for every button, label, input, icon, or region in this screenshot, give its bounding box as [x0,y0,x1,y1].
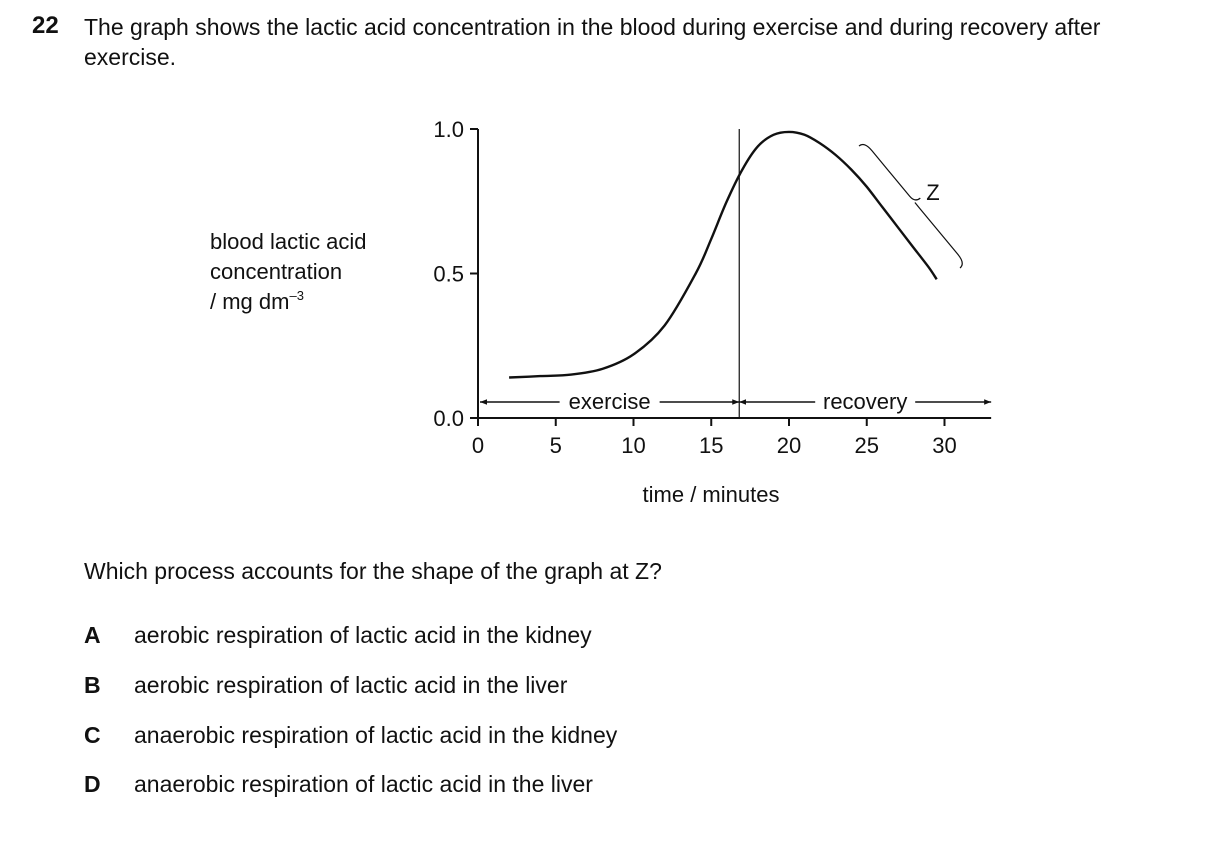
option-b[interactable] [84,670,567,700]
option-letter: C [84,722,101,748]
option-text: aerobic respiration of lactic acid in the liver [134,672,568,698]
option-letter: D [84,771,101,797]
x-axis-label: time / minutes [642,482,780,507]
question-stem: The graph shows the lactic acid concentration in the blood during exercise and during recovery after exercise. [84,14,1101,70]
phase-label-recovery: recovery [823,389,908,414]
data-series [509,132,940,378]
option-letter: B [84,672,101,698]
y-tick-label: 0.5 [433,261,464,287]
x-tick-label: 30 [932,433,957,458]
option-text: anaerobic respiration of lactic acid in the liver [134,771,593,797]
option-a[interactable] [84,620,592,650]
z-annotation [859,145,962,268]
y-tick-label: 0.0 [433,406,464,431]
option-text: anaerobic respiration of lactic acid in the kidney [134,722,618,748]
option-letter: A [84,622,101,648]
z-brace [859,145,962,268]
phase-label-exercise: exercise [568,389,651,414]
y-axis-label-line-1: blood lactic acid [210,229,367,254]
option-text: aerobic respiration of lactic acid in the kidney [134,622,592,648]
x-tick-label: 20 [776,433,802,458]
x-tick-label: 5 [549,433,562,458]
question-number: 22 [32,12,59,39]
x-tick-label: 10 [621,433,646,458]
y-axis-label-line-2: concentration [210,259,343,284]
y-axis-unit-exponent: –3 [289,288,304,303]
y-axis-unit-base: / mg dm [210,289,290,314]
option-d[interactable] [84,769,593,799]
x-tick-label: 25 [854,433,879,458]
z-label: Z [926,180,940,206]
x-tick-label: 0 [471,433,485,458]
lactic-acid-curve [509,132,940,378]
question-prompt: Which process accounts for the shape of the graph at Z? [84,558,662,584]
x-tick-label: 15 [699,433,724,458]
y-tick-label: 1.0 [433,117,464,142]
option-c[interactable] [84,720,617,750]
